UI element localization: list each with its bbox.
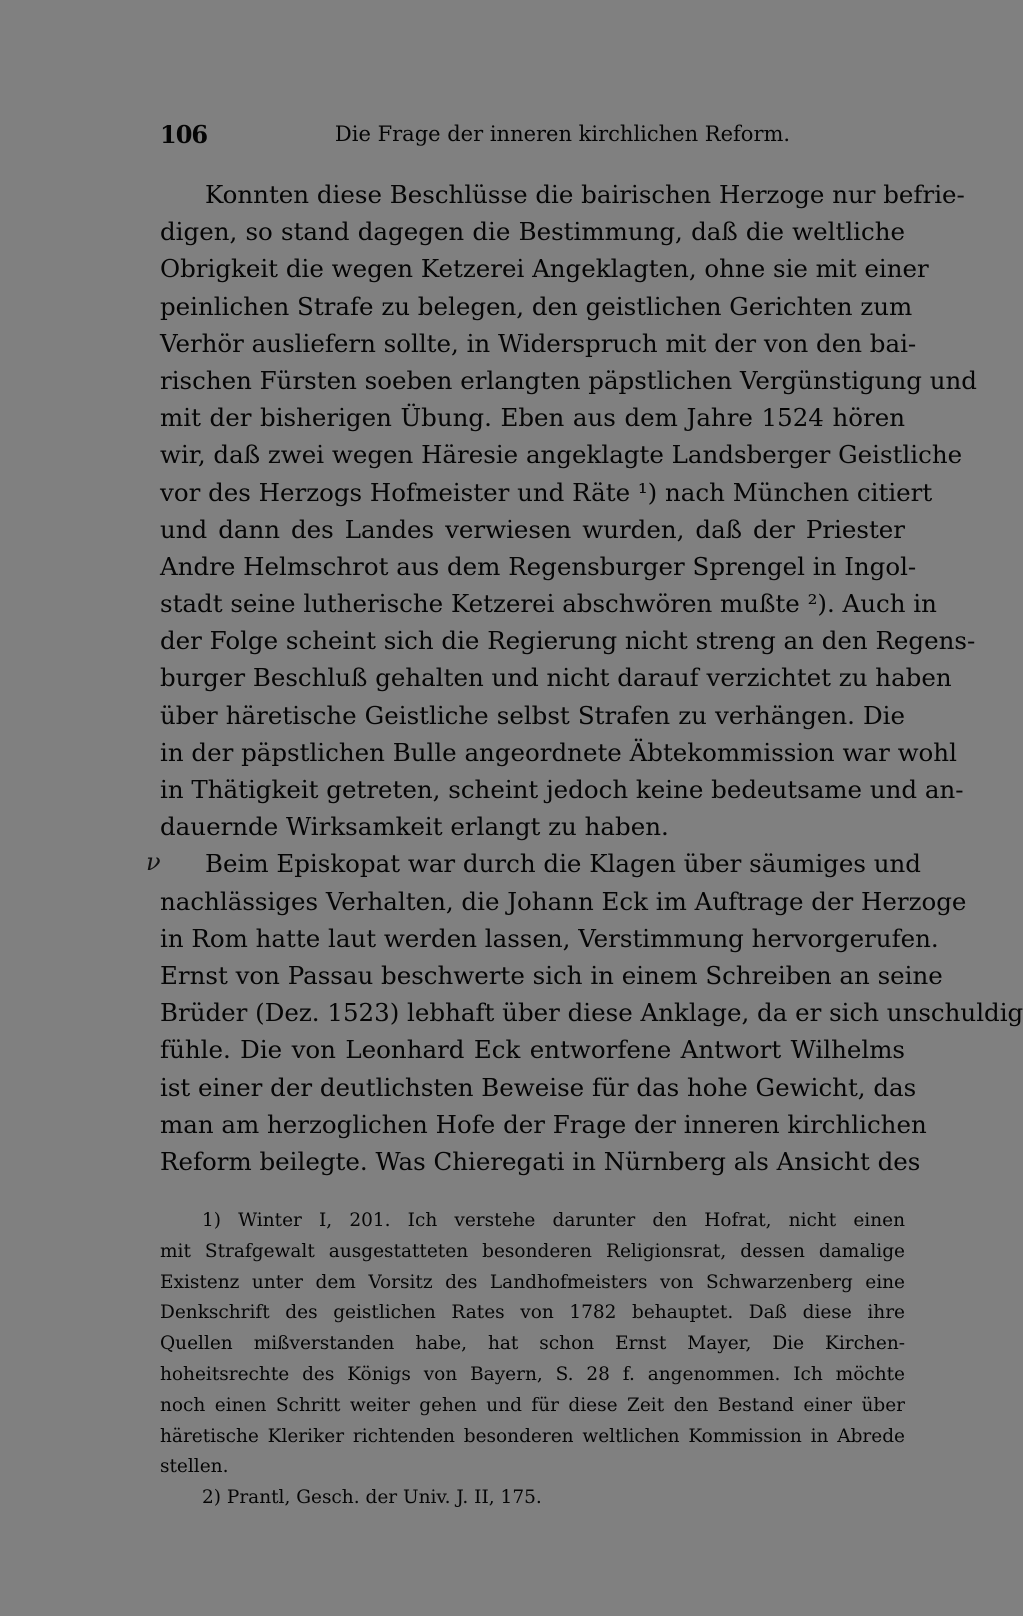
footnote-line: 2) Prantl, Gesch. der Univ. J. II, 175.	[202, 1487, 542, 1509]
footnote-line: 1) Winter I, 201. Ich verstehe darunter den Hofrat, nicht einen	[202, 1210, 905, 1231]
text-line: digen, so stand dagegen die Bestimmung, daß die weltliche	[160, 217, 905, 247]
footnote-line: noch einen Schritt weiter gehen und für diese Zeit den Bestand einer über	[160, 1394, 905, 1416]
footnote-line: mit Strafgewalt ausgestatteten besonderen Religionsrat, dessen damalige	[160, 1240, 905, 1262]
text-line: in Thätigkeit getreten, scheint jedoch keine bedeutsame und an-	[160, 775, 964, 804]
text-line: der Folge scheint sich die Regierung nicht streng an den Regens-	[160, 626, 976, 656]
page-number: 106	[160, 120, 208, 149]
text-line: in der päpstlichen Bulle angeordnete Äbtekommission war wohl	[160, 737, 957, 767]
text-line: Andre Helmschrot aus dem Regensburger Sprengel in Ingol-	[160, 551, 917, 581]
footnotes	[160, 1206, 905, 1514]
text-line: ist einer der deutlichsten Beweise für das hohe Gewicht, das	[160, 1072, 917, 1102]
text-line: und dann des Landes verwiesen wurden, daß der Priester	[160, 514, 905, 544]
text-line: Brüder (Dez. 1523) lebhaft über diese Anklage, da er sich unschuldig	[160, 998, 1023, 1028]
text-line: Beim Episkopat war durch die Klagen über säumiges und	[205, 849, 921, 879]
footnote-line: Quellen mißverstanden habe, hat schon Ernst Mayer, Die Kirchen-	[160, 1333, 905, 1355]
text-line: vor des Herzogs Hofmeister und Räte ¹) nach München citiert	[160, 477, 933, 507]
text-line: wir, daß zwei wegen Häresie angeklagte Landsberger Geistliche	[160, 440, 963, 470]
text-line: rischen Fürsten soeben erlangten päpstlichen Vergünstigung und	[160, 365, 977, 395]
text-line: Obrigkeit die wegen Ketzerei Angeklagten, ohne sie mit einer	[160, 254, 929, 284]
text-line: burger Beschluß gehalten und nicht darauf verzichtet zu haben	[160, 663, 952, 693]
page-header	[160, 120, 905, 156]
footnote-line: häretische Kleriker richtenden besonderen weltlichen Kommission in Abrede	[160, 1425, 905, 1447]
text-line: nachlässiges Verhalten, die Johann Eck im Auftrage der Herzoge	[160, 886, 967, 916]
text-line: Reform beilegte. Was Chieregati in Nürnberg als Ansicht des	[160, 1146, 921, 1176]
text-line: Ernst von Passau beschwerte sich in einem Schreiben an seine	[160, 960, 943, 990]
text-line: peinlichen Strafe zu belegen, den geistlichen Gerichten zum	[160, 291, 913, 321]
text-line: mit der bisherigen Übung. Eben aus dem Jahre 1524 hören	[160, 403, 905, 433]
text-line: in Rom hatte laut werden lassen, Verstimmung hervorgerufen.	[160, 923, 939, 953]
footnote-line: stellen.	[160, 1456, 229, 1478]
text-line: fühle. Die von Leonhard Eck entworfene Antwort Wilhelms	[160, 1035, 905, 1065]
text-line: dauernde Wirksamkeit erlangt zu haben.	[160, 812, 669, 842]
running-title: Die Frage der inneren kirchlichen Reform.	[334, 122, 791, 146]
footnote-line: Existenz unter dem Vorsitz des Landhofmeisters von Schwarzenberg eine	[160, 1271, 905, 1293]
text-line: man am herzoglichen Hofe der Frage der inneren kirchlichen	[160, 1109, 927, 1139]
handwritten-margin-mark: ν	[146, 848, 161, 876]
footnote-line: Denkschrift des geistlichen Rates von 1782 behauptet. Daß diese ihre	[160, 1302, 905, 1324]
main-text	[160, 176, 1023, 1180]
text-line: stadt seine lutherische Ketzerei abschwören mußte ²). Auch in	[160, 589, 937, 619]
text-line: Verhör ausliefern sollte, in Widerspruch mit der von den bai-	[160, 328, 917, 358]
footnote-line: hoheitsrechte des Königs von Bayern, S. 28 f. angenommen. Ich möchte	[160, 1363, 905, 1385]
text-line: Konnten diese Beschlüsse die bairischen Herzoge nur befrie-	[205, 180, 965, 209]
text-line: über häretische Geistliche selbst Strafen zu verhängen. Die	[160, 700, 905, 730]
